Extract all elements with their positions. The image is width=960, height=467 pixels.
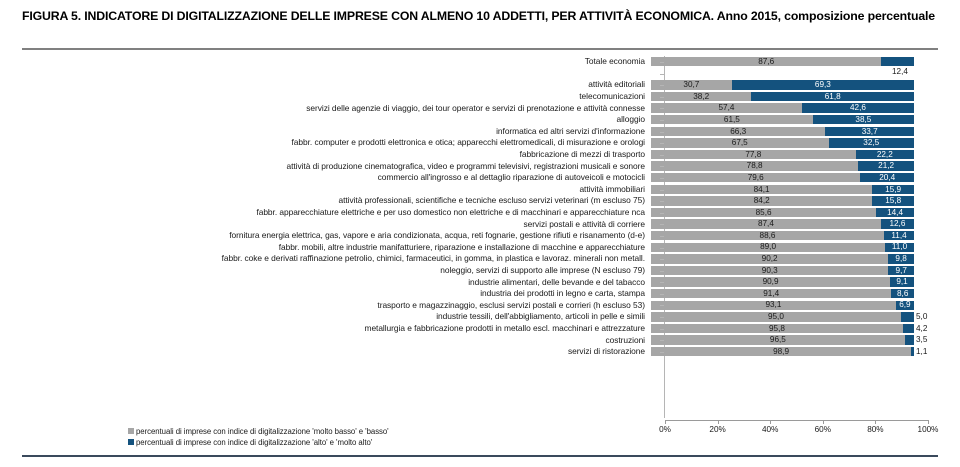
category-tick xyxy=(660,271,664,272)
value-axis-tick-label: 20% xyxy=(709,425,726,434)
bar-area xyxy=(651,208,914,217)
chart-rows xyxy=(0,56,960,357)
legend-swatch-low-icon xyxy=(128,428,134,434)
bar-value-low: 78,8 xyxy=(746,161,763,171)
bar-value-low: 30,7 xyxy=(683,80,700,90)
bar-segment-high xyxy=(872,196,914,205)
category-label: metallurgia e fabbricazione prodotti in metallo escl. macchinari e attrezzature xyxy=(364,322,645,333)
chart-row xyxy=(0,126,960,138)
title-divider xyxy=(22,48,938,50)
bar-value-high: 9,7 xyxy=(895,265,907,275)
bar-segment-high xyxy=(888,266,914,275)
chart-row xyxy=(0,276,960,288)
category-label: fabbr. mobili, altre industrie manifatturiere, riparazione e installazione di macchine e apparecchiature xyxy=(278,241,645,252)
value-axis xyxy=(651,420,939,446)
value-axis-tick xyxy=(823,420,824,424)
bar-value-low: 38,2 xyxy=(693,91,710,101)
bar-value-low: 90,9 xyxy=(762,277,779,287)
bar-segment-low xyxy=(651,254,888,263)
bar-segment-high xyxy=(901,312,914,321)
bar-segment-high xyxy=(891,289,914,298)
value-axis-tick-label: 0% xyxy=(659,425,671,434)
bar-value-high: 8,6 xyxy=(896,288,909,298)
bar-segment-high xyxy=(732,80,914,89)
bar-value-high: 15,8 xyxy=(885,196,902,206)
category-label: servizi delle agenzie di viaggio, dei tour operator e servizi di prenotazione e attività connesse xyxy=(306,102,645,113)
bar-area xyxy=(651,335,928,345)
value-axis-tick-label: 60% xyxy=(814,425,831,434)
bar-segment-high xyxy=(885,243,914,252)
bar-segment-high xyxy=(890,277,914,286)
bar-segment-high xyxy=(802,103,914,112)
bar-segment-low xyxy=(651,150,856,159)
chart-row xyxy=(0,195,960,207)
bar-segment-low xyxy=(651,231,884,240)
bar-area xyxy=(651,80,914,89)
bar-area xyxy=(651,277,914,286)
bar-segment-low xyxy=(651,92,751,101)
value-axis-tick-label: 40% xyxy=(761,425,779,434)
chart-row xyxy=(0,334,960,346)
value-axis-tick-label: 100% xyxy=(917,425,939,434)
bar-value-low: 85,6 xyxy=(755,207,772,217)
bar-value-low: 91,4 xyxy=(763,288,780,298)
category-tick xyxy=(660,248,664,249)
bar-area xyxy=(651,150,914,159)
bar-value-low: 96,5 xyxy=(769,335,786,345)
bar-segment-low xyxy=(651,196,872,205)
category-tick xyxy=(660,85,664,86)
bar-value-low: 66,3 xyxy=(730,126,747,136)
value-axis-line xyxy=(665,420,928,421)
category-label: costruzioni xyxy=(605,334,645,345)
category-tick xyxy=(660,259,664,260)
chart-row xyxy=(0,56,960,77)
category-tick xyxy=(660,340,664,341)
bar-segment-low xyxy=(651,115,813,124)
chart-row xyxy=(0,311,960,323)
legend-label-low: percentuali di imprese con indice di digitalizzazione 'molto basso' e 'basso' xyxy=(136,426,389,436)
bar-value-low: 77,8 xyxy=(745,149,762,159)
legend-label-high: percentuali di imprese con indice di digitalizzazione 'alto' e 'molto alto' xyxy=(136,437,373,447)
bar-value-low: 84,1 xyxy=(753,184,770,194)
category-label: attività editoriali xyxy=(588,79,645,90)
bar-value-high: 38,5 xyxy=(855,114,872,124)
chart-row xyxy=(0,79,960,91)
bar-area xyxy=(651,231,914,240)
bar-value-high: 61,8 xyxy=(824,91,841,101)
bar-segment-low xyxy=(651,185,872,194)
bar-segment-high xyxy=(911,347,914,356)
category-label: commercio all'ingrosso e al dettaglio riparazione di autoveicoli e motocicli xyxy=(377,172,645,183)
legend-item-low xyxy=(128,426,389,436)
bar-segment-low xyxy=(651,173,860,182)
chart-row xyxy=(0,253,960,265)
bar-segment-high xyxy=(896,301,914,310)
bar-area xyxy=(651,196,914,205)
category-label: fornitura energia elettrica, gas, vapore e aria condizionata, acqua, reti fognarie, gestione rifiuti e risanamento (d-e) xyxy=(229,230,645,241)
legend-item-high xyxy=(128,437,389,447)
category-label: attività professionali, scientifiche e tecniche escluso servizi veterinari (m escluso 75) xyxy=(338,195,645,206)
bar-segment-high xyxy=(751,92,914,101)
bar-value-high: 42,6 xyxy=(850,103,866,113)
bar-segment-low xyxy=(651,161,858,170)
value-axis-tick xyxy=(718,420,719,424)
bar-value-high: 32,5 xyxy=(863,138,880,148)
category-tick xyxy=(660,178,664,179)
bar-value-low: 84,2 xyxy=(753,196,770,206)
category-tick xyxy=(660,329,664,330)
category-tick xyxy=(660,97,664,98)
bar-area xyxy=(651,138,914,147)
bar-area xyxy=(651,289,914,298)
bar-value-high: 9,1 xyxy=(896,277,908,287)
chart-row xyxy=(0,299,960,311)
bar-segment-low xyxy=(651,312,901,321)
category-label: fabbricazione di mezzi di trasporto xyxy=(519,149,645,160)
category-tick xyxy=(660,143,664,144)
category-tick xyxy=(660,305,664,306)
chart-row xyxy=(0,184,960,196)
bar-area xyxy=(651,243,914,252)
bar-segment-high xyxy=(860,173,914,182)
chart-legend xyxy=(128,426,389,448)
bar-area xyxy=(651,346,928,356)
bar-value-high: 21,2 xyxy=(878,161,895,171)
bar-value-high: 6,9 xyxy=(899,300,911,310)
bar-segment-high xyxy=(876,208,914,217)
footer-divider xyxy=(22,455,938,457)
category-tick xyxy=(660,352,664,353)
figure-title-main: FIGURA 5. INDICATORE DI DIGITALIZZAZIONE DELLE IMPRESE CON ALMENO 10 ADDETTI, PER ATTIVITÀ ECONOMICA. xyxy=(22,9,714,23)
category-label: industrie tessili, dell'abbigliamento, articoli in pelle e simili xyxy=(436,311,645,322)
bar-value-high: 20,4 xyxy=(879,172,896,182)
category-label: Totale economia xyxy=(584,56,645,67)
chart-row xyxy=(0,102,960,114)
chart-row xyxy=(0,288,960,300)
bar-segment-low xyxy=(651,289,891,298)
chart-row xyxy=(0,242,960,254)
bar-segment-high xyxy=(825,127,914,136)
bar-value-low: 95,8 xyxy=(769,323,785,333)
bar-value-high: 5,0 xyxy=(916,312,928,322)
bar-value-high: 4,2 xyxy=(916,323,928,333)
category-label: alloggio xyxy=(616,114,645,125)
category-label: telecomunicazioni xyxy=(579,91,645,102)
chart-row xyxy=(0,265,960,277)
value-axis-tick xyxy=(665,420,666,424)
bar-segment-high xyxy=(884,231,914,240)
bar-value-high: 11,4 xyxy=(891,230,907,240)
category-label: industria dei prodotti in legno e carta, stampa xyxy=(480,288,645,299)
chart-row xyxy=(0,323,960,335)
bar-value-low: 57,4 xyxy=(718,103,735,113)
value-axis-tick xyxy=(770,420,771,424)
category-tick xyxy=(660,108,664,109)
figure-title xyxy=(22,8,938,24)
figure-title-sub: Anno 2015, composizione percentuale xyxy=(713,9,935,23)
chart-row xyxy=(0,160,960,172)
bar-area xyxy=(651,254,914,263)
bar-value-high: 14,4 xyxy=(887,207,904,217)
bar-value-high: 1,1 xyxy=(916,346,928,356)
category-label: industrie alimentari, delle bevande e del tabacco xyxy=(468,276,645,287)
chart-row xyxy=(0,137,960,149)
bar-value-high: 33,7 xyxy=(861,126,878,136)
bar-value-high: 11,0 xyxy=(891,242,908,252)
category-label: noleggio, servizi di supporto alle imprese (N escluso 79) xyxy=(440,264,645,275)
category-tick xyxy=(660,317,664,318)
bar-value-low: 87,4 xyxy=(757,219,774,229)
bar-segment-low xyxy=(651,301,896,310)
chart-row xyxy=(0,218,960,230)
category-label: informatica ed altri servizi d'informazione xyxy=(496,125,645,136)
bar-area xyxy=(651,301,914,310)
category-tick xyxy=(660,120,664,121)
category-tick xyxy=(660,236,664,237)
bar-value-low: 88,6 xyxy=(759,230,776,240)
bar-value-high: 9,8 xyxy=(895,254,907,264)
bar-segment-high xyxy=(856,150,914,159)
chart-row xyxy=(0,149,960,161)
category-label: fabbr. computer e prodotti elettronica e otica; apparecchi elettromedicali, di misurazione e orologi xyxy=(291,137,645,148)
bar-area xyxy=(651,161,914,170)
category-tick xyxy=(660,190,664,191)
value-axis-tick xyxy=(875,420,876,424)
value-axis-tick xyxy=(928,420,929,424)
bar-segment-high xyxy=(829,138,914,147)
bar-value-high: 12,4 xyxy=(892,67,908,77)
bar-segment-low xyxy=(651,277,890,286)
bar-segment-low xyxy=(651,243,885,252)
bar-segment-high xyxy=(813,115,914,124)
bar-value-low: 98,9 xyxy=(773,346,790,356)
bar-segment-low xyxy=(651,219,881,228)
category-label: servizi postali e attività di corriere xyxy=(523,218,645,229)
bar-value-low: 90,3 xyxy=(761,265,778,275)
category-label: fabbr. coke e derivati raffinazione petrolio, chimici, farmaceutici, in gomma, in plastica e lavoraz. minerali non metall. xyxy=(221,253,645,264)
bar-area xyxy=(651,173,914,182)
bar-area xyxy=(651,56,914,77)
bar-segment-high xyxy=(888,254,914,263)
category-tick xyxy=(660,294,664,295)
bar-area xyxy=(651,266,914,275)
chart-row xyxy=(0,172,960,184)
bar-value-high: 15,9 xyxy=(885,184,902,194)
bar-segment-high xyxy=(858,161,914,170)
category-tick xyxy=(660,213,664,214)
category-label: attività di produzione cinematografica, video e programmi televisivi, registrazioni musicali e sonore xyxy=(286,160,645,171)
legend-swatch-high-icon xyxy=(128,439,134,445)
category-tick xyxy=(660,282,664,283)
bar-area xyxy=(651,92,914,101)
bar-segment-high xyxy=(905,335,914,344)
bar-segment-low xyxy=(651,208,876,217)
category-tick xyxy=(660,166,664,167)
value-axis-tick-label: 80% xyxy=(867,425,884,434)
bar-segment-low xyxy=(651,335,905,344)
bar-area xyxy=(651,312,928,322)
bar-value-low: 95,0 xyxy=(767,312,784,322)
category-tick xyxy=(660,201,664,202)
bar-segment-low xyxy=(651,324,903,333)
bar-segment-low xyxy=(651,57,881,66)
bar-area xyxy=(651,185,914,194)
bar-value-low: 93,1 xyxy=(765,300,782,310)
bar-value-low: 89,0 xyxy=(760,242,776,252)
bar-segment-low xyxy=(651,347,911,356)
bar-value-low: 79,6 xyxy=(747,172,764,182)
category-label: fabbr. apparecchiature elettriche e per uso domestico non elettriche e di macchinari e apparecchiature nca xyxy=(256,207,645,218)
category-tick xyxy=(660,132,664,133)
chart-row xyxy=(0,346,960,358)
bar-segment-high xyxy=(903,324,914,333)
chart-row xyxy=(0,91,960,103)
chart-row-spacer xyxy=(0,68,960,80)
category-tick xyxy=(660,74,664,75)
bar-segment-high xyxy=(872,185,914,194)
bar-area xyxy=(651,103,914,112)
bar-segment-low xyxy=(651,103,802,112)
bar-area xyxy=(651,115,914,124)
category-label: trasporto e magazzinaggio, esclusi servizi postali e corrieri (h escluso 53) xyxy=(377,299,645,310)
bar-segment-low xyxy=(651,266,888,275)
chart-row xyxy=(0,114,960,126)
bar-value-low: 90,2 xyxy=(761,254,778,264)
bar-area xyxy=(651,219,914,228)
bar-segment-high xyxy=(881,57,914,66)
bar-value-low: 87,6 xyxy=(758,56,775,66)
bar-segment-high xyxy=(881,219,914,228)
bar-segment-low xyxy=(651,138,829,147)
chart-row xyxy=(0,230,960,242)
category-tick xyxy=(660,224,664,225)
bar-value-high: 69,3 xyxy=(814,80,831,90)
category-tick xyxy=(660,62,664,63)
bar-area xyxy=(651,323,928,333)
bar-value-high: 12,6 xyxy=(889,219,906,229)
bar-value-low: 61,5 xyxy=(723,114,740,124)
category-label: servizi di ristorazione xyxy=(567,346,645,357)
bar-area xyxy=(651,127,914,136)
bar-value-high: 3,5 xyxy=(916,335,928,345)
bar-value-low: 67,5 xyxy=(731,138,748,148)
category-tick xyxy=(660,155,664,156)
bar-segment-low xyxy=(651,127,825,136)
bar-value-high: 22,2 xyxy=(876,149,893,159)
category-label: attività immobiliari xyxy=(579,183,645,194)
chart-row xyxy=(0,207,960,219)
